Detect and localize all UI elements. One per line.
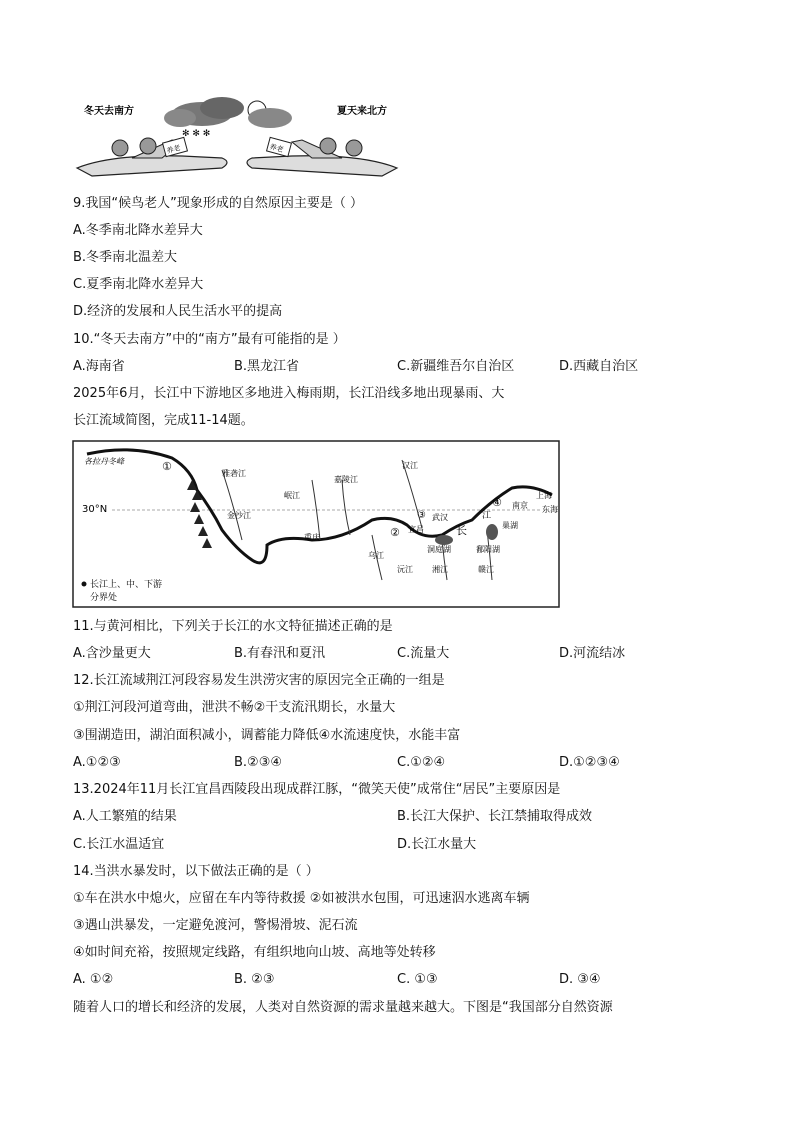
source-label: 各拉丹冬峰 — [84, 457, 124, 466]
label-chao: 巢湖 — [502, 521, 518, 530]
label-min: 岷江 — [284, 491, 300, 500]
label-jinsha: 金沙江 — [227, 511, 251, 520]
q12-statement-2: ③围湖造田，湖泊面积减小，调蓄能力降低④水流速度快，水能丰富 — [73, 728, 461, 743]
intro1-line2: 长江流域简图，完成11-14题。 — [73, 413, 254, 428]
q11-option-a: A.含沙量更大 — [73, 646, 151, 661]
q14-option-a: A. ①② — [73, 972, 114, 987]
marker-1: ① — [162, 460, 172, 473]
q14-option-c: C. ①③ — [397, 972, 438, 987]
label-yichang: 宜昌 — [408, 525, 424, 534]
label-poyang: 鄱阳湖 — [476, 545, 500, 554]
q9-stem: 9.我国“候鸟老人”现象形成的自然原因主要是（ ） — [73, 196, 364, 211]
label-xiang: 湘江 — [432, 565, 448, 574]
q13-option-d: D.长江水量大 — [397, 837, 477, 852]
label-jiang: 江 — [482, 511, 492, 521]
label-nanjing: 南京 — [512, 501, 528, 510]
q10-stem: 10.“冬天去南方”中的“南方”最有可能指的是 ） — [73, 332, 346, 347]
q12-stem: 12.长江流域荆江河段容易发生洪涝灾害的原因完全正确的一组是 — [73, 673, 445, 688]
label-gan: 赣江 — [478, 565, 494, 574]
q14-statement-2: ③遇山洪暴发，一定避免渡河，警惕滑坡、泥石流 — [73, 918, 358, 933]
q11-option-b: B.有春汛和夏汛 — [234, 646, 326, 661]
cartoon-left-caption: 冬天去南方 — [84, 106, 134, 117]
q13-option-a: A.人工繁殖的结果 — [73, 809, 177, 824]
label-wuhan: 武汉 — [432, 513, 448, 522]
q14-option-b: B. ②③ — [234, 972, 275, 987]
q10-option-d: D.西藏自治区 — [559, 359, 639, 374]
q12-option-d: D.①②③④ — [559, 755, 620, 770]
poyang-lake-shape — [486, 524, 498, 540]
marker-3: ③ — [417, 510, 426, 521]
q13-option-b: B.长江大保护、长江禁捕取得成效 — [397, 809, 593, 824]
dongting-lake-shape — [435, 535, 453, 545]
q13-option-c: C.长江水温适宜 — [73, 837, 165, 852]
legend-line1: 长江上、中、下游 — [90, 580, 163, 590]
cartoon-right-caption: 夏天来北方 — [337, 106, 387, 117]
legend-dot-icon — [82, 582, 87, 587]
q9-option-a: A.冬季南北降水差异大 — [73, 223, 203, 238]
right-sign-text: 养老 — [268, 142, 285, 155]
q9-option-d: D.经济的发展和人民生活水平的提高 — [73, 304, 283, 319]
label-chongqing: 重庆 — [304, 533, 320, 542]
cartoon-figure — [72, 96, 402, 188]
label-yuan: 沅江 — [397, 565, 413, 574]
q14-stem: 14.当洪水暴发时，以下做法正确的是（ ） — [73, 864, 319, 879]
marker-2: ② — [390, 526, 400, 539]
q10-option-c: C.新疆维吾尔自治区 — [397, 359, 515, 374]
label-chang: 长 — [456, 524, 467, 537]
q14-option-d: D. ③④ — [559, 972, 601, 987]
q12-option-a: A.①②③ — [73, 755, 121, 770]
label-jialing: 嘉陵江 — [334, 475, 358, 484]
q9-option-b: B.冬季南北温差大 — [73, 250, 178, 265]
intro1-line1: 2025年6月，长江中下游地区多地进入梅雨期，长江沿线多地出现暴雨、大 — [73, 386, 505, 401]
intro2-line1: 随着人口的增长和经济的发展，人类对自然资源的需求量越来越大。下图是“我国部分自然资源 — [73, 1000, 613, 1015]
label-wu: 乌江 — [368, 551, 384, 560]
q11-option-c: C.流量大 — [397, 646, 450, 661]
latitude-label: 30°N — [82, 504, 108, 515]
q14-statement-1: ①车在洪水中熄火，应留在车内等待救援 ②如被洪水包围，可迅速泅水逃离车辆 — [73, 891, 530, 906]
marker-4: ④ — [492, 496, 502, 509]
left-sign-text: 养老 — [165, 143, 182, 156]
q9-option-c: C.夏季南北降水差异大 — [73, 277, 204, 292]
label-yalong: 雅砻江 — [222, 469, 246, 478]
q11-stem: 11.与黄河相比，下列关于长江的水文特征描述正确的是 — [73, 619, 393, 634]
q12-statement-1: ①荆江河段河道弯曲，泄洪不畅②干支流汛期长，水量大 — [73, 700, 396, 715]
label-dongting: 洞庭湖 — [427, 545, 451, 554]
q10-option-b: B.黑龙江省 — [234, 359, 300, 374]
svg-text:✻ ✻ ✻: ✻ ✻ ✻ — [182, 129, 211, 139]
legend-line2: 分界处 — [90, 593, 118, 603]
q10-option-a: A.海南省 — [73, 359, 125, 374]
q12-option-b: B.②③④ — [234, 755, 283, 770]
q11-option-d: D.河流结冰 — [559, 646, 626, 661]
yangtze-map — [72, 440, 560, 608]
label-east-sea: 东海 — [542, 505, 558, 514]
label-shanghai: 上海 — [536, 491, 552, 500]
q13-stem: 13.2024年11月长江宜昌西陵段出现成群江豚，“微笑天使”成常住“居民”主要原因是 — [73, 782, 561, 797]
q12-option-c: C.①②④ — [397, 755, 446, 770]
q14-statement-3: ④如时间充裕，按照规定线路，有组织地向山坡、高地等处转移 — [73, 945, 436, 960]
label-han: 汉江 — [402, 461, 418, 470]
